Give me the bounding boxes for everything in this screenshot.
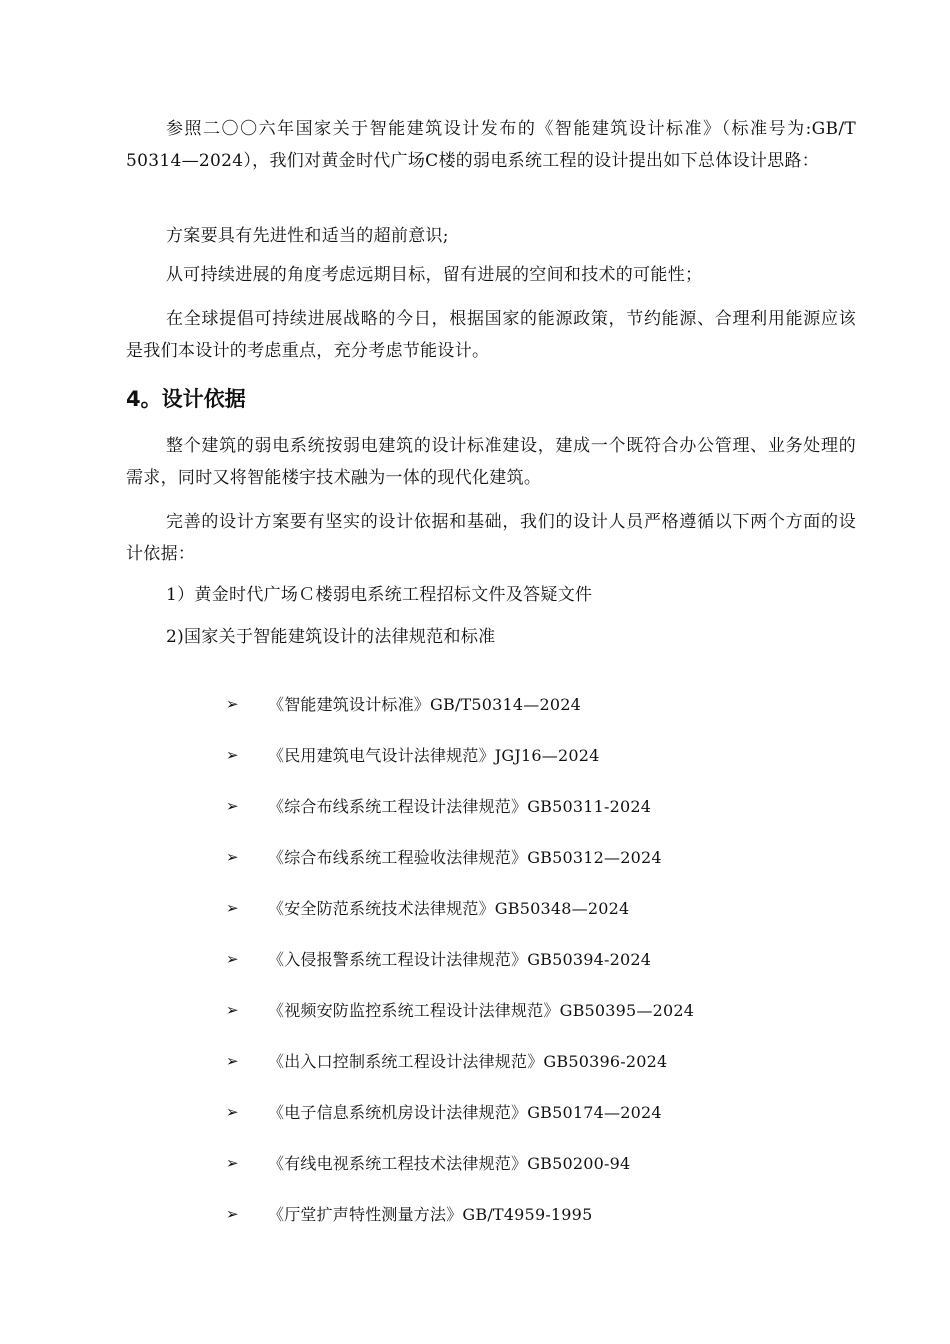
standard-title: 《综合布线系统工程设计法律规范》GB50311-2024 <box>268 797 652 816</box>
arrow-bullet-icon: ➢ <box>226 745 239 764</box>
section-paragraph-basis: 完善的设计方案要有坚实的设计依据和基础，我们的设计人员严格遵循以下两个方面的设计依据： <box>126 512 856 564</box>
intro-paragraph: 参照二〇〇六年国家关于智能建筑设计发布的《智能建筑设计标准》（标准号为:GB/T 50314—2024），我们对黄金时代广场C楼的弱电系统工程的设计提出如下总体设计思路： <box>126 119 856 171</box>
arrow-bullet-icon: ➢ <box>226 1204 239 1223</box>
standard-title: 《厅堂扩声特性测量方法》GB/T4959-1995 <box>268 1205 593 1224</box>
section-paragraph-overview: 整个建筑的弱电系统按弱电建筑的设计标准建设，建成一个既符合办公管理、业务处理的需求，同时又将智能楼宇技术融为一体的现代化建筑。 <box>126 436 856 488</box>
standard-title: 《有线电视系统工程技术法律规范》GB50200-94 <box>268 1154 631 1173</box>
arrow-bullet-icon: ➢ <box>226 898 239 917</box>
arrow-bullet-icon: ➢ <box>226 796 239 815</box>
basis-item-tender-documents: 1）黄金时代广场Ｃ楼弱电系统工程招标文件及答疑文件 <box>166 585 593 605</box>
standard-title: 《电子信息系统机房设计法律规范》GB50174—2024 <box>268 1103 662 1122</box>
intro-point-sustainable: 从可持续进展的角度考虑远期目标，留有进展的空间和技术的可能性； <box>166 265 703 285</box>
standard-title: 《入侵报警系统工程设计法律规范》GB50394-2024 <box>268 950 652 969</box>
basis-item-national-standards: 2)国家关于智能建筑设计的法律规范和标准 <box>166 627 496 647</box>
standards-list <box>226 678 694 1239</box>
arrow-bullet-icon: ➢ <box>226 1000 239 1019</box>
standard-item <box>226 678 694 729</box>
standard-title: 《视频安防监控系统工程设计法律规范》GB50395—2024 <box>268 1001 695 1020</box>
section-heading: 4。设计依据 <box>126 387 246 411</box>
arrow-bullet-icon: ➢ <box>226 1051 239 1070</box>
standard-item <box>226 1137 694 1188</box>
arrow-bullet-icon: ➢ <box>226 847 239 866</box>
arrow-bullet-icon: ➢ <box>226 949 239 968</box>
standard-title: 《安全防范系统技术法律规范》GB50348—2024 <box>268 899 630 918</box>
intro-point-energy: 在全球提倡可持续进展战略的今日，根据国家的能源政策，节约能源、合理利用能源应该是我们本设计的考虑重点，充分考虑节能设计。 <box>126 309 856 361</box>
standard-item <box>226 933 694 984</box>
standard-item <box>226 729 694 780</box>
arrow-bullet-icon: ➢ <box>226 694 239 713</box>
standard-item <box>226 1035 694 1086</box>
standard-item <box>226 831 694 882</box>
standard-title: 《出入口控制系统工程设计法律规范》GB50396-2024 <box>268 1052 668 1071</box>
standard-title: 《民用建筑电气设计法律规范》JGJ16—2024 <box>268 746 600 765</box>
standard-item <box>226 984 694 1035</box>
arrow-bullet-icon: ➢ <box>226 1102 239 1121</box>
standard-item <box>226 882 694 933</box>
standard-item <box>226 1188 694 1239</box>
standard-title: 《综合布线系统工程验收法律规范》GB50312—2024 <box>268 848 662 867</box>
intro-point-advanced: 方案要具有先进性和适当的超前意识; <box>166 226 449 246</box>
arrow-bullet-icon: ➢ <box>226 1153 239 1172</box>
standard-title: 《智能建筑设计标准》GB/T50314—2024 <box>268 695 582 714</box>
standard-item <box>226 1086 694 1137</box>
standard-item <box>226 780 694 831</box>
